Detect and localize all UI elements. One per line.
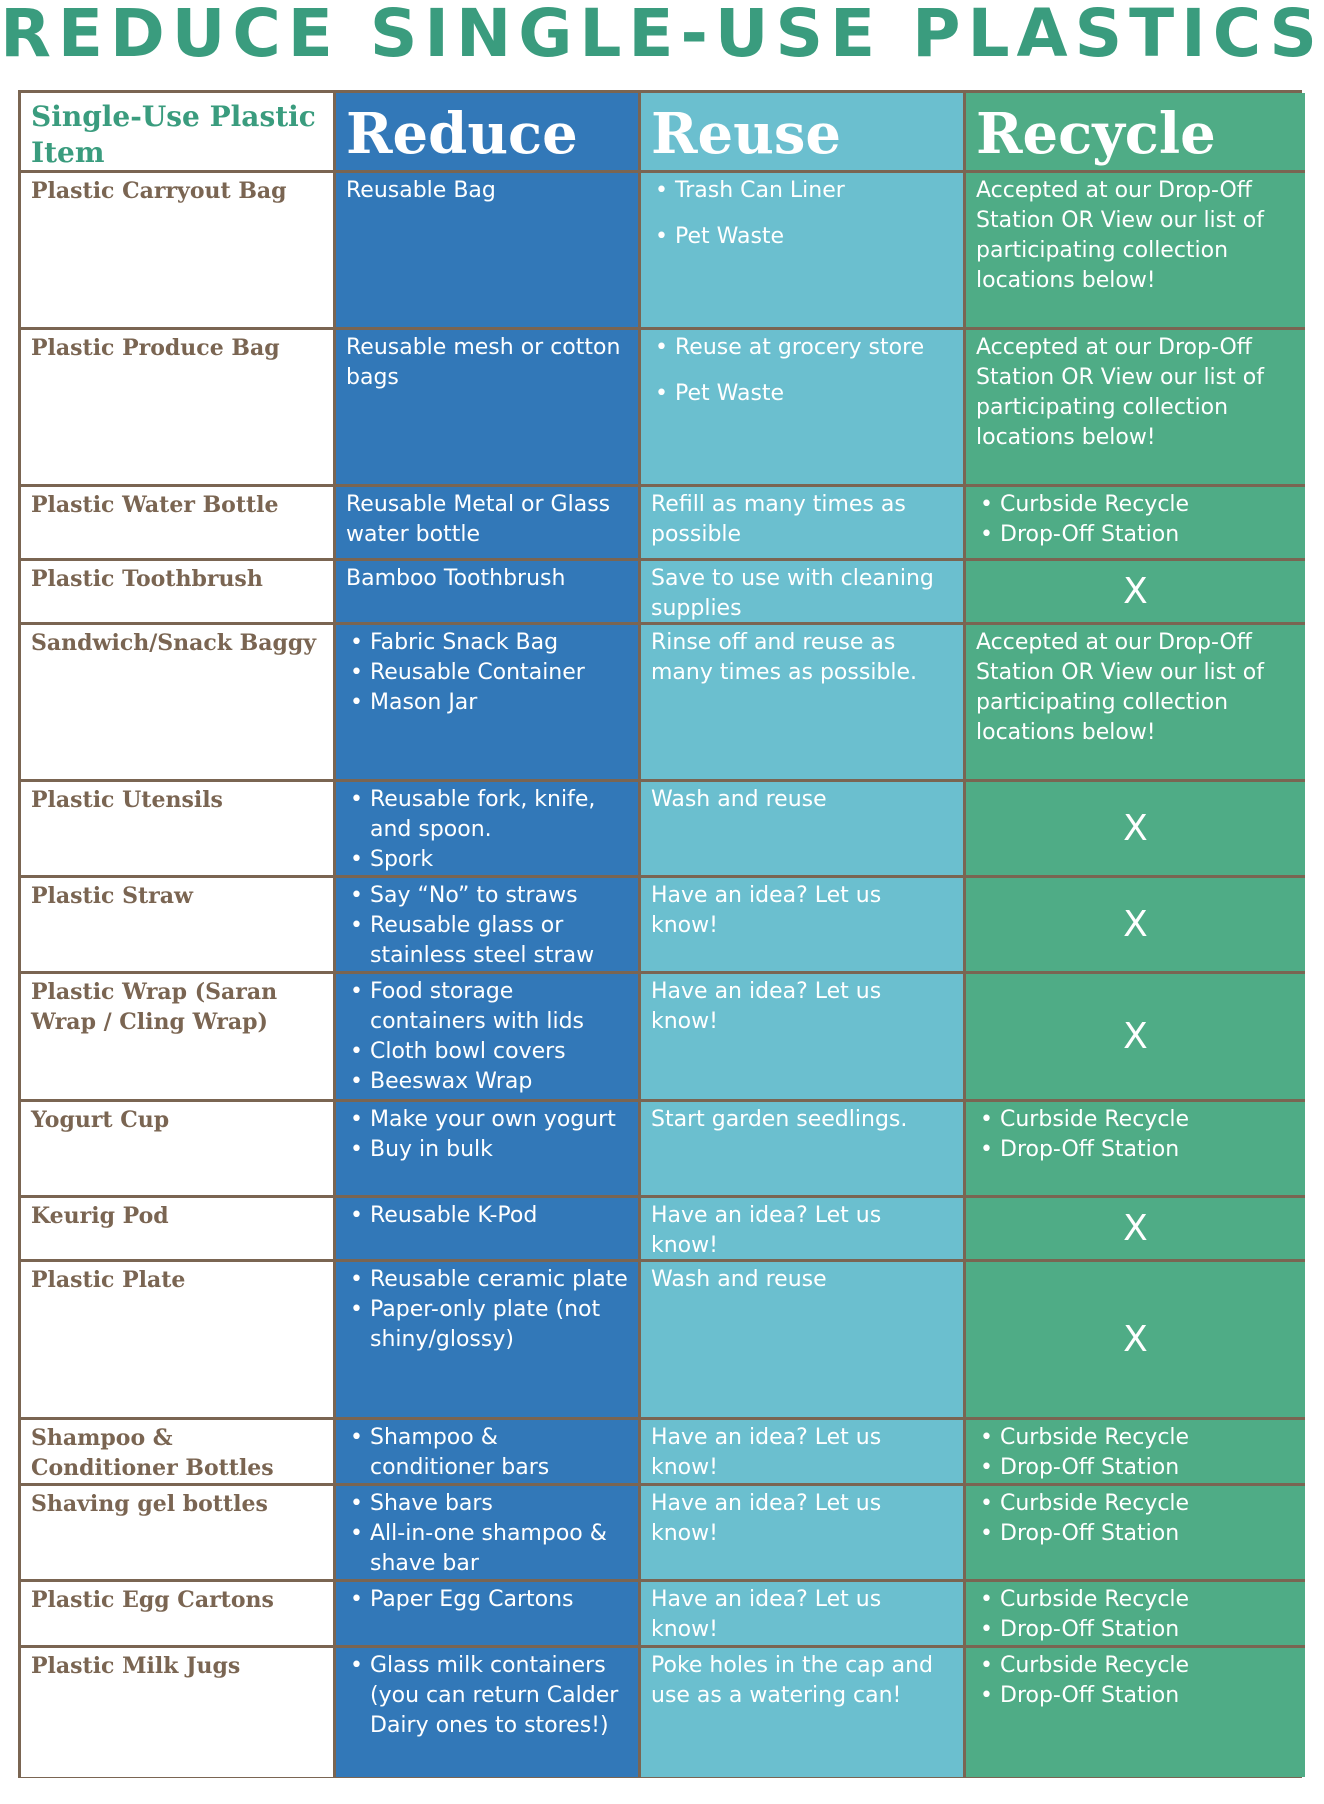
cell-item: Plastic Utensils	[21, 782, 336, 878]
cell-recycle	[966, 1420, 1305, 1486]
cell-reuse: Have an idea? Let us know!	[641, 1420, 966, 1486]
cell-reuse: Have an idea? Let us know!	[641, 974, 966, 1102]
list-item: • Food storage containers with lids	[370, 977, 628, 1037]
cell-reuse: Wash and reuse	[641, 1262, 966, 1420]
cell-reduce	[336, 1102, 641, 1198]
cell-item: Sandwich/Snack Baggy	[21, 625, 336, 782]
not-recyclable-mark: X	[1123, 570, 1148, 612]
cell-recycle	[966, 1262, 1305, 1420]
reduce-list	[346, 628, 628, 718]
list-item: • Drop-Off Station	[1000, 1615, 1295, 1645]
reduce-list	[346, 1585, 628, 1615]
cell-recycle: Accepted at our Drop-Off Station OR View our list of participating collection locations below!	[966, 330, 1305, 487]
cell-item: Plastic Milk Jugs	[21, 1648, 336, 1777]
cell-recycle: Accepted at our Drop-Off Station OR View our list of participating collection locations below!	[966, 625, 1305, 782]
cell-reuse	[641, 173, 966, 330]
cell-item: Plastic Toothbrush	[21, 561, 336, 625]
cell-item: Keurig Pod	[21, 1198, 336, 1262]
cell-reuse: Have an idea? Let us know!	[641, 1486, 966, 1582]
list-item: • Paper Egg Cartons	[370, 1585, 628, 1615]
cell-item: Plastic Plate	[21, 1262, 336, 1420]
cell-recycle	[966, 782, 1305, 878]
recycle-list	[976, 1651, 1295, 1711]
cell-item: Plastic Egg Cartons	[21, 1582, 336, 1648]
list-item: • Pet Waste	[675, 379, 953, 409]
cell-recycle	[966, 974, 1305, 1102]
list-item: • Mason Jar	[370, 688, 628, 718]
cell-recycle	[966, 1648, 1305, 1777]
list-item: • Paper-only plate (not shiny/glossy)	[370, 1295, 628, 1355]
cell-reduce	[336, 1648, 641, 1777]
list-item: • Drop-Off Station	[1000, 520, 1295, 550]
not-recyclable-mark: X	[1123, 1015, 1148, 1057]
list-item: • Drop-Off Station	[1000, 1681, 1295, 1711]
cell-item: Shaving gel bottles	[21, 1486, 336, 1582]
list-item: • Drop-Off Station	[1000, 1135, 1295, 1165]
list-item: • Curbside Recycle	[1000, 1423, 1295, 1453]
list-item: • Fabric Snack Bag	[370, 628, 628, 658]
cell-item: Plastic Straw	[21, 878, 336, 974]
cell-item: Plastic Water Bottle	[21, 487, 336, 561]
reduce-list	[346, 785, 628, 875]
list-item: • Reusable glass or stainless steel straw	[370, 911, 628, 971]
cell-recycle	[966, 878, 1305, 974]
cell-reuse: Have an idea? Let us know!	[641, 1582, 966, 1648]
cell-recycle: Accepted at our Drop-Off Station OR View our list of participating collection locations below!	[966, 173, 1305, 330]
list-item: • Curbside Recycle	[1000, 1585, 1295, 1615]
list-item: • Glass milk containers (you can return Calder Dairy ones to stores!)	[370, 1651, 628, 1741]
reuse-list	[651, 333, 953, 409]
cell-reuse: Refill as many times as possible	[641, 487, 966, 561]
reduce-list	[346, 1651, 628, 1741]
cell-item: Plastic Wrap (Saran Wrap / Cling Wrap)	[21, 974, 336, 1102]
list-item: • Reusable fork, knife, and spoon.	[370, 785, 628, 845]
cell-reduce	[336, 1420, 641, 1486]
cell-reduce	[336, 625, 641, 782]
list-item: • Trash Can Liner	[675, 176, 953, 206]
recycle-list	[976, 1585, 1295, 1645]
cell-recycle	[966, 1582, 1305, 1648]
header-reuse: Reuse	[641, 93, 966, 173]
list-item: • Reusable Container	[370, 658, 628, 688]
recycle-list	[976, 1105, 1295, 1165]
list-item: • Reusable ceramic plate	[370, 1265, 628, 1295]
list-item: • Spork	[370, 845, 628, 875]
cell-recycle	[966, 1486, 1305, 1582]
list-item: • Curbside Recycle	[1000, 1651, 1295, 1681]
cell-reduce: Bamboo Toothbrush	[336, 561, 641, 625]
cell-reduce	[336, 782, 641, 878]
cell-item: Plastic Carryout Bag	[21, 173, 336, 330]
cell-reuse: Rinse off and reuse as many times as possible.	[641, 625, 966, 782]
cell-recycle	[966, 1198, 1305, 1262]
list-item: • Beeswax Wrap	[370, 1067, 628, 1097]
list-item: • Say “No” to straws	[370, 881, 628, 911]
list-item: • Curbside Recycle	[1000, 1489, 1295, 1519]
cell-reuse: Start garden seedlings.	[641, 1102, 966, 1198]
cell-reduce	[336, 878, 641, 974]
plastics-table	[18, 90, 1302, 1778]
cell-reuse: Have an idea? Let us know!	[641, 878, 966, 974]
recycle-list	[976, 490, 1295, 550]
list-item: • Reusable K-Pod	[370, 1201, 628, 1231]
recycle-list	[976, 1423, 1295, 1483]
not-recyclable-mark: X	[1123, 903, 1148, 945]
not-recyclable-mark: X	[1123, 1318, 1148, 1360]
cell-recycle	[966, 1102, 1305, 1198]
list-item: • Cloth bowl covers	[370, 1037, 628, 1067]
list-item: • Make your own yogurt	[370, 1105, 628, 1135]
page-title: REDUCE SINGLE-USE PLASTICS	[0, 0, 1324, 72]
reduce-list	[346, 1489, 628, 1579]
list-item: • Drop-Off Station	[1000, 1453, 1295, 1483]
list-item: • Shampoo & conditioner bars	[370, 1423, 628, 1483]
cell-reduce	[336, 974, 641, 1102]
cell-reduce	[336, 1486, 641, 1582]
cell-reduce	[336, 1198, 641, 1262]
recycle-list	[976, 1489, 1295, 1549]
cell-reduce	[336, 1262, 641, 1420]
list-item: • Pet Waste	[675, 222, 953, 252]
cell-item: Shampoo & Conditioner Bottles	[21, 1420, 336, 1486]
reduce-list	[346, 1201, 628, 1231]
reduce-list	[346, 1105, 628, 1165]
cell-recycle	[966, 487, 1305, 561]
reduce-list	[346, 1265, 628, 1355]
reduce-list	[346, 881, 628, 971]
header-item: Single-Use Plastic Item	[21, 93, 336, 173]
list-item: • All-in-one shampoo & shave bar	[370, 1519, 628, 1579]
cell-reuse: Wash and reuse	[641, 782, 966, 878]
header-reduce: Reduce	[336, 93, 641, 173]
cell-item: Plastic Produce Bag	[21, 330, 336, 487]
cell-reuse: Have an idea? Let us know!	[641, 1198, 966, 1262]
list-item: • Curbside Recycle	[1000, 490, 1295, 520]
list-item: • Reuse at grocery store	[675, 333, 953, 363]
cell-reuse	[641, 330, 966, 487]
list-item: • Curbside Recycle	[1000, 1105, 1295, 1135]
list-item: • Drop-Off Station	[1000, 1519, 1295, 1549]
reuse-list	[651, 176, 953, 252]
header-recycle: Recycle	[966, 93, 1305, 173]
reduce-list	[346, 1423, 628, 1483]
cell-reduce: Reusable mesh or cotton bags	[336, 330, 641, 487]
cell-reuse: Poke holes in the cap and use as a watering can!	[641, 1648, 966, 1777]
list-item: • Shave bars	[370, 1489, 628, 1519]
cell-reduce: Reusable Metal or Glass water bottle	[336, 487, 641, 561]
cell-item: Yogurt Cup	[21, 1102, 336, 1198]
cell-recycle	[966, 561, 1305, 625]
cell-reduce: Reusable Bag	[336, 173, 641, 330]
cell-reuse: Save to use with cleaning supplies	[641, 561, 966, 625]
not-recyclable-mark: X	[1123, 1207, 1148, 1249]
list-item: • Buy in bulk	[370, 1135, 628, 1165]
reduce-list	[346, 977, 628, 1097]
cell-reduce	[336, 1582, 641, 1648]
not-recyclable-mark: X	[1123, 807, 1148, 849]
